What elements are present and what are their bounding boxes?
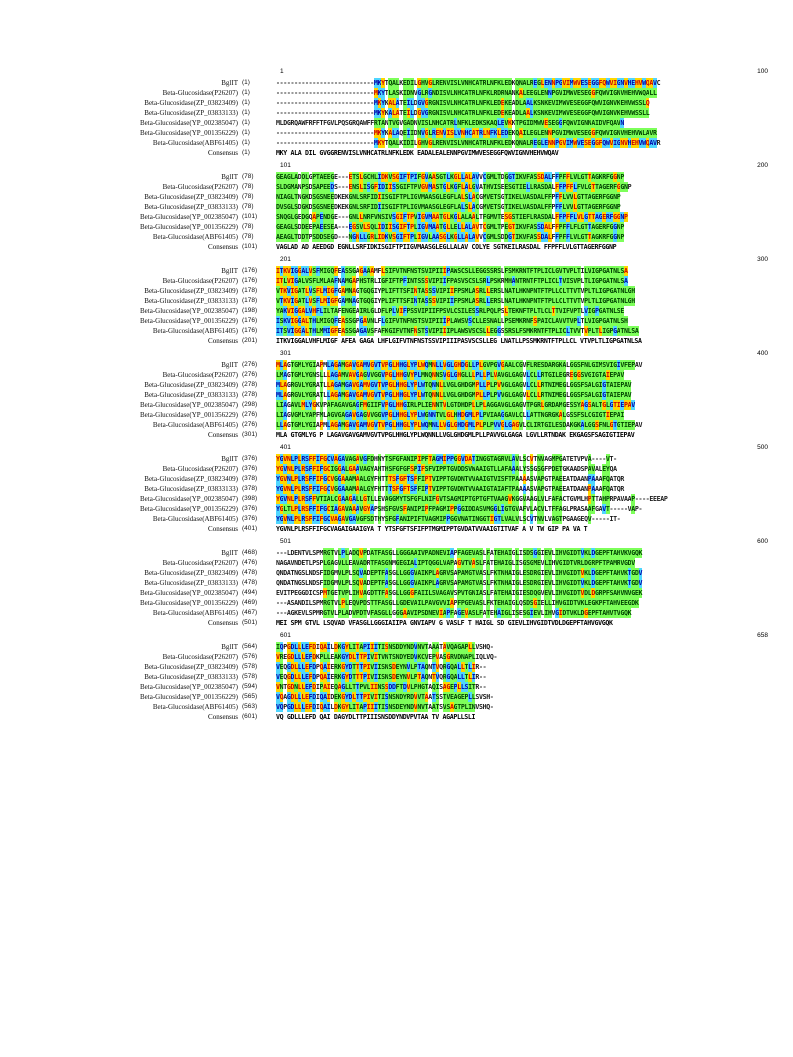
start-position: (78) — [242, 203, 254, 210]
sequence-residues: QNDATNGSLNDSFIDGMVLPLSQVADEPTFASGLLGGGVAIKPLAGRVSAPAMGTVASLFKTNHAIGLESDRGIEVLIHVGIDTVKLDGEPFTAHVKTGDV — [276, 569, 643, 577]
sequence-residues: GEAGLADOLGPTAEEGE---ETSLGCHLIDKVSGIFTPIFGVAASGTLKGLLALAVVCGMLTDGGTIKVFASSDALFFPFFLVLGTTAGKRFGGNP — [276, 173, 624, 181]
sequence-residues: ITLVIGALVSFLMLAAFNAMGAPHSTRLIGFIFTPFINTSSSVIPIIFPASVSCSLSRLPSKRMHANTRNTFTPLICLTVISVPLTLIGPGATNLSA — [276, 277, 628, 285]
sequence-residues: AEAGLTDDTPSDDSEGD---NGNLLGRLIDKVSGIFTPLIGVLAASGLKGLLALAVVCGMLSDDGTIKVFASSDALFFPFFLVLGTTAGKRFGGNP — [276, 233, 624, 241]
sequence-name: BglIT — [221, 361, 238, 369]
consensus-row — [92, 242, 782, 252]
sequence-residues: ---AGKEVLSPMRGTVLPLADVPDTVFASGLLGGGAAVIPSDNEVIAPFAGEVASLFATEHAIGLISESGIEVLIHVGIDTVKLDGEPFTAHVTVGQK — [276, 609, 632, 617]
sequence-name: Beta-Glucosidase(P26207) — [162, 653, 238, 661]
start-position: (376) — [242, 465, 258, 472]
start-position: (378) — [242, 485, 258, 492]
sequence-row — [92, 306, 782, 316]
start-position: (401) — [242, 525, 258, 532]
sequence-residues: YGVNLPLRSFFIFGCIGGALGAAVAGYAHTHSFGFGFSPIFSFVIPPTGVDDSVWAAIGTLLAFAAALYSSGSGFPDETGKAADSPAVALEYQA — [276, 465, 617, 473]
sequence-name: BglIT — [221, 455, 238, 463]
sequence-row — [92, 380, 782, 390]
sequence-residues: ---------------------------MKYTQALKIDILGHVGLRENVISLVNHCATRLNFKLEDKQNALREGLENNPGVIMWVESEGGFQWVIGNVHEHVWQAVR — [276, 139, 661, 147]
ruler-end-position: 300 — [757, 256, 768, 263]
sequence-residues: VTKVIGATLVSFLMIGFGAMNAGTGQGIYPLIFTTSFINTASSSVIPIIFPSMLASRLLERSLNATLHKNPNTFTPLLCLTTVTVPLTLIGPGATNLGH — [276, 297, 635, 305]
sequence-residues: MLAGRGVLYGRATLLAGAMGAVGAMVGVTVPGLHHGLYPLWTQNNLLVGLGHDGMPLLPLPVVGLGAGVLCLLRTNIMEGLGGSFSALGIGTAIEPAV — [276, 391, 632, 399]
sequence-row — [92, 232, 782, 242]
sequence-residues: ITKVIGGALVSFMIGQFEASSGAGAAAMFLSIFVTNFNSTSVIPIIIPAWSCSLLEGGSSRSLFSMKRNTFTPLICLGVTVPLTILVIGPGATNLSA — [276, 267, 628, 275]
sequence-residues: YGVNLPLRSFFIFGCVGGAAAMAALGYFHTTTSFGFTSFFIPTVIPPTGVDNTVVAAIGTVISFTPAAAASVAPGTPAEEATDAANPAAAFQATQR — [276, 475, 624, 483]
sequence-row — [92, 296, 782, 306]
sequence-residues: EVITPEGGDICSPMTGETVPLIHVAGDTTFASGLLGGGFAIILSVAGAVSPVTGNIASLFATEHAIGIESDQGVEVLIHVGIDTVDLDGRPFSAHVNVGEK — [276, 589, 643, 597]
start-position: (594) — [242, 683, 258, 690]
sequence-name: Beta-Glucosidase(YP_002385047) — [140, 589, 238, 597]
alignment-block — [92, 350, 782, 440]
sequence-row — [92, 588, 782, 598]
sequence-residues: DVSGLSDGKDSGSNEEDKEKGNLSRFIDIISGIFTPLIGVMAASGLEGFLALSLACGMVETSGTIKELVASDALFFPFFLVVLGTTAGERFGGNP — [276, 203, 621, 211]
sequence-name: BglIT — [221, 267, 238, 275]
sequence-row — [92, 360, 782, 370]
sequence-name: Beta-Glucosidase(ABF61405) — [152, 421, 238, 429]
start-position: (1) — [242, 119, 250, 126]
start-position: (176) — [242, 327, 258, 334]
start-position: (201) — [242, 337, 258, 344]
sequence-name: Beta-Glucosidase(YP_001356229) — [140, 599, 238, 607]
sequence-residues: SNQGLGEDGQAPENDGE---GNLLNRFVNSIVSGIFTPVIGVMAATGLKGLALAALTFGMVTESGSTIEFLRASDALFFPFFLVLGTTAGERFGGNP — [276, 213, 628, 221]
sequence-row — [92, 464, 782, 474]
sequence-name: Beta-Glucosidase(ZP_03823409) — [144, 569, 238, 577]
start-position: (278) — [242, 391, 258, 398]
start-position: (578) — [242, 673, 258, 680]
sequence-row — [92, 118, 782, 128]
ruler-end-position: 200 — [757, 162, 768, 169]
sequence-name: Beta-Glucosidase(ZP_03833133) — [144, 203, 238, 211]
sequence-row — [92, 370, 782, 380]
sequence-row — [92, 558, 782, 568]
sequence-residues: LIAGVGMLYAPFMLAGVGAGAVGAGVVGGVPGLHHGLYPLWGNNTVLGLHHDGMLPLPVIAAGGAVLCLLATTNGRGKALGSSFSLCGIGTIEPAI — [276, 411, 624, 419]
start-position: (178) — [242, 287, 258, 294]
alignment-block — [92, 256, 782, 346]
sequence-residues: MKY ALA DIL GVGGRENVISLVNHCATRLNFKLEDK EADALEALENNPGVIMWVESEGGFQWVIGNVHEHVWQAV — [276, 149, 559, 157]
sequence-row — [92, 212, 782, 222]
sequence-row — [92, 504, 782, 514]
alignment-block — [92, 538, 782, 628]
sequence-name: Beta-Glucosidase(ZP_03833133) — [144, 109, 238, 117]
sequence-residues: MLDGRQAWFRFFTFGVLPQSGRQAWFFRTANTVGVGADNVISLNHCATRLNFKLEDKSKAQLEVKKTPGIDMWVESEGGFQWVIGNNAIDVFQAVN — [276, 119, 624, 127]
start-position: (276) — [242, 421, 258, 428]
sequence-residues: YGVNLPLRSFFIFGCVAGAVGAVGFSDTHYSFGFANIPIFTVAGMIPPGGVNATINGGTIGTLVALVLSCVTNVLVAGTPGAAGEQV-----IT- — [276, 515, 621, 523]
start-position: (1) — [242, 149, 250, 156]
sequence-row — [92, 78, 782, 88]
sequence-name: Beta-Glucosidase(ZP_03823409) — [144, 99, 238, 107]
sequence-row — [92, 182, 782, 192]
start-position: (301) — [242, 431, 258, 438]
sequence-row — [92, 598, 782, 608]
start-position: (564) — [242, 643, 258, 650]
ruler-end-position: 400 — [757, 350, 768, 357]
sequence-residues: YGVNLPLRSFFIFGCVAGAIGAAIGYA T YTSFGFTSFIFPTMGMIPPTGVDATVVAAIGTITVAF A V TW GIP PA VA T — [276, 525, 588, 533]
sequence-name: Beta-Glucosidase(YP_001356229) — [140, 129, 238, 137]
sequence-residues: YGVNLPLRSFFIFGCVGGAAAMAALGYFHTTTSFGFTSFFIPTVIPPTGVDNTVVAAIGTAIAFTPAAAASVAPGTPAEEATDAANPAAAFQATQR — [276, 485, 624, 493]
sequence-row — [92, 202, 782, 212]
ruler-start-position: 201 — [280, 256, 291, 263]
sequence-row — [92, 316, 782, 326]
sequence-name: Beta-Glucosidase(P26207) — [162, 89, 238, 97]
sequence-name: Beta-Glucosidase(ZP_03823409) — [144, 475, 238, 483]
sequence-row — [92, 474, 782, 484]
start-position: (276) — [242, 371, 258, 378]
sequence-row — [92, 420, 782, 430]
sequence-row — [92, 128, 782, 138]
sequence-residues: ---ASANDILSPMRGTVLPLEQVPDSTTFASGLLGDEVAILPAVGVVIAPFPGEVASLFKTEHAIGLQSDSGIELLIHVGIDTVKLEGKPFTAHVEEGDK — [276, 599, 639, 607]
sequence-name: Beta-Glucosidase(YP_002385047) — [140, 213, 238, 221]
sequence-row — [92, 494, 782, 504]
sequence-name: Beta-Glucosidase(ZP_03823409) — [144, 663, 238, 671]
sequence-row — [92, 138, 782, 148]
sequence-row — [92, 454, 782, 464]
sequence-row — [92, 514, 782, 524]
sequence-residues: IQPGDLLLEFDIQAILDKGYLITAPIIITISNSDDYNDVNVTAAATAVQAGAPLLVSHQ- — [276, 643, 494, 651]
sequence-name: Beta-Glucosidase(ABF61405) — [152, 327, 238, 335]
start-position: (376) — [242, 515, 258, 522]
start-position: (298) — [242, 401, 258, 408]
start-position: (476) — [242, 559, 258, 566]
sequence-residues: ISKVIGGALTHLMIGQFEASSGPGAVNLFLGIFVTNFNSTSVIPIIIPLAWSVSCLLESNALLPSEMKRNFSPAICLAVVTVPLTLVIGPGATNLSH — [276, 317, 628, 325]
start-position: (178) — [242, 297, 258, 304]
alignment-block — [92, 444, 782, 534]
sequence-name: Beta-Glucosidase(YP_001356229) — [140, 693, 238, 701]
sequence-row — [92, 692, 782, 702]
sequence-row — [92, 642, 782, 652]
sequence-row — [92, 568, 782, 578]
sequence-residues: ---LDENTVLSPMRGTVLPLADQVPDATFASGLLGGGAAIVPADNEVIAPFAGEVASLFATEHAIGLISDSGGIEVLIHVGIDTVKLDGEPFTAHVKVGQK — [276, 549, 643, 557]
sequence-residues: QNDATNGSLNDSFIDGMVLPLSQVADEPTFASGLLGGGVAIKPLAGRVSAPAMGTVASLFKTNHAIGLESDRGIEVLIHVGIDTVKLDGEPFTAHVKTGDV — [276, 579, 643, 587]
ruler-start-position: 401 — [280, 444, 291, 451]
sequence-name: Beta-Glucosidase(ABF61405) — [152, 703, 238, 711]
sequence-row — [92, 286, 782, 296]
sequence-name: BglIT — [221, 173, 238, 181]
start-position: (278) — [242, 381, 258, 388]
ruler-start-position: 101 — [280, 162, 291, 169]
sequence-name: Beta-Glucosidase(P26207) — [162, 183, 238, 191]
start-position: (198) — [242, 307, 258, 314]
sequence-residues: LMAGTGMLYGNSLLLAGAMVAVGAGVVGGVPGLHHGVYPLMNQNNSVGLGHGLLLPLLPLVAVGLGAGVLCLLRTGILEGREGGSVGIGTAIEPAV — [276, 371, 624, 379]
sequence-residues: ---------------------------MKYTLASKIDNVGLRGNDISVLNHCATRLNFKLRDRNANKALEEGLENNPGVIMWVESEGGFQWVIGNVHEHVWQALL — [276, 89, 657, 97]
sequence-name: Consensus — [208, 713, 238, 721]
sequence-name: Beta-Glucosidase(ABF61405) — [152, 139, 238, 147]
position-ruler — [280, 68, 768, 78]
sequence-name: Beta-Glucosidase(YP_001356229) — [140, 505, 238, 513]
sequence-residues: VREGDLLLEFDKPLLEAKGYDLTTPIVITVNTSNDYEDVKCVEPVASGRVDNAPLIQLVQ- — [276, 653, 498, 661]
sequence-name: Consensus — [208, 431, 238, 439]
start-position: (78) — [242, 193, 254, 200]
sequence-alignment — [92, 68, 782, 726]
start-position: (563) — [242, 703, 258, 710]
start-position: (576) — [242, 653, 258, 660]
start-position: (78) — [242, 233, 254, 240]
sequence-name: Beta-Glucosidase(ZP_03833133) — [144, 391, 238, 399]
sequence-name: Beta-Glucosidase(ZP_03823409) — [144, 287, 238, 295]
start-position: (1) — [242, 79, 250, 86]
sequence-residues: MLA GTGMLYG P LAGAVGAVGAMVGVTVPGLHHGLYPLWQNNLLVGLGHDGMLPLLPAVVGLGAGA LGVLLRTNDAK EKGAGSFSAGIGTIEPAV — [276, 431, 635, 439]
ruler-end-position: 600 — [757, 538, 768, 545]
sequence-row — [92, 662, 782, 672]
start-position: (1) — [242, 89, 250, 96]
position-ruler — [280, 632, 768, 642]
alignment-block — [92, 68, 782, 158]
sequence-row — [92, 192, 782, 202]
ruler-start-position: 501 — [280, 538, 291, 545]
sequence-residues: VAGLAD AD AEEDGD EGNLLSRFIDKISGIFTPIIGVMAASGLEGLLALAV COLYE SGTKEILRASDAL FFPFFLVLGTTAGERFGGNP — [276, 243, 617, 251]
sequence-name: Beta-Glucosidase(ZP_03823409) — [144, 193, 238, 201]
sequence-residues: ---------------------------MKYKALATEILDGVGRGNISVLNHCATRLNFKLEDEKEADLAALKSNKEVIMWVESEGGFQWVIGNVKEHVWSSLQ — [276, 99, 650, 107]
sequence-residues: MLAGRGVLYGRATLLAGAMGAVGAMVGVTVPGLHHGLYPLWTQNNLLVGLGHDGMPLLPLPVVGLGAGVLCLLRTNIMEGLGGSFSALGIGTAIEPAV — [276, 381, 632, 389]
sequence-name: Beta-Glucosidase(YP_001356229) — [140, 223, 238, 231]
alignment-block — [92, 162, 782, 252]
start-position: (478) — [242, 569, 258, 576]
start-position: (1) — [242, 109, 250, 116]
start-position: (478) — [242, 579, 258, 586]
sequence-row — [92, 608, 782, 618]
sequence-row — [92, 326, 782, 336]
consensus-row — [92, 148, 782, 158]
sequence-row — [92, 702, 782, 712]
consensus-row — [92, 524, 782, 534]
sequence-name: Beta-Glucosidase(YP_002385047) — [140, 495, 238, 503]
sequence-row — [92, 98, 782, 108]
sequence-name: Beta-Glucosidase(YP_001356229) — [140, 411, 238, 419]
sequence-row — [92, 276, 782, 286]
start-position: (494) — [242, 589, 258, 596]
sequence-row — [92, 222, 782, 232]
consensus-row — [92, 712, 782, 722]
sequence-name: Beta-Glucosidase(ABF61405) — [152, 609, 238, 617]
ruler-start-position: 601 — [280, 632, 291, 639]
start-position: (176) — [242, 277, 258, 284]
sequence-name: Beta-Glucosidase(YP_002385047) — [140, 401, 238, 409]
ruler-start-position: 301 — [280, 350, 291, 357]
sequence-residues: YGLTLPLRSFFIFGCIAGAVAAAVGYAPSHSFGVSFANIPIPFPAGMIPPGGIDDASVMGGLIGTGVAFVLACVLTFFAGLPRASAAFGAVT-----VAP- — [276, 505, 643, 513]
sequence-name: Beta-Glucosidase(YP_001356229) — [140, 317, 238, 325]
start-position: (176) — [242, 267, 258, 274]
sequence-residues: VTKVIGATLVSFLMIGFGAMNAGTGQGIYPLIFTTSFINTASSSVIPIIFPSMLASRLLERSLNATLHKNPNTFTPLLCLTTVTVPLTLIGPGATNLGH — [276, 287, 635, 295]
sequence-name: Beta-Glucosidase(ZP_03833133) — [144, 485, 238, 493]
sequence-residues: YGVNLPLRSFFVTIALCGAAGALLGTLLEVAGGMYTSFGFLNIFGVTSAGMIPTGPTGFTVAAGVKGGVAAGLVLFAFACTGVMLHPTTAHPRPAVAAP----EEEAP — [276, 495, 668, 503]
sequence-residues: MLAGTGMLYGIAPMLAGAMGAVGAMVGVTVPGLHHGLYPLWQMNLLVGLGHDGLLPLGVPGVGAALCGVFLRESDARGKALGGSFNLGIMSVIGIVFEPAV — [276, 361, 643, 369]
sequence-residues: NIAGLTNGKDSGSNEEDKEKGNLSRFIDIISGIFTPLIGVMAASGLEGFLALSLACGMVETSGTIKELVASDALFFPFFLVVLGTTAGERFGGNP — [276, 193, 621, 201]
sequence-row — [92, 88, 782, 98]
start-position: (101) — [242, 213, 258, 220]
sequence-name: Beta-Glucosidase(YP_002385047) — [140, 119, 238, 127]
start-position: (565) — [242, 693, 258, 700]
start-position: (398) — [242, 495, 258, 502]
start-position: (601) — [242, 713, 258, 720]
start-position: (469) — [242, 599, 258, 606]
start-position: (176) — [242, 317, 258, 324]
sequence-row — [92, 652, 782, 662]
sequence-name: Beta-Glucosidase(YP_002385047) — [140, 683, 238, 691]
ruler-end-position: 100 — [757, 68, 768, 75]
consensus-row — [92, 618, 782, 628]
sequence-name: Beta-Glucosidase(ZP_03833133) — [144, 579, 238, 587]
sequence-name: Beta-Glucosidase(P26207) — [162, 371, 238, 379]
sequence-residues: YGVNLPLRSFFIFGCVAGAVAGAVGFDHNYTSFGFANIPIPFTAGMIPPGGVDATINGGTAGRVLAVLSCVTNVAGMPGATETVPVA----VT- — [276, 455, 617, 463]
start-position: (376) — [242, 505, 258, 512]
sequence-residues: VEQGDLLLEFDPQAIERKGYDTTTPIVIISNSDEYNVLPTAQNTVQRGQALLTLIR-- — [276, 673, 487, 681]
sequence-name: Consensus — [208, 243, 238, 251]
alignment-block — [92, 632, 782, 722]
sequence-name: BglIT — [221, 549, 238, 557]
sequence-residues: VNTGDNLLEFDIPAIEQAGLLTTPVLIINSSDDFTDVLPHGTAQISAGEPLLSITR-- — [276, 683, 487, 691]
consensus-row — [92, 336, 782, 346]
sequence-residues: VEQGDLLLEFDPQAIERKGYDTTTPIVIISNSDEYNVLPTAQNTVQRGQALLTLIR-- — [276, 663, 487, 671]
start-position: (501) — [242, 619, 258, 626]
sequence-residues: NAGAVNDETLPSPLGAGVLLEAVADRTFASGNMGEGIALIPTQGGLVAPAGVTVASLFATEHAIGLISGSGMEVLIHVGIDTVRLDGRPFTPAMRVGDV — [276, 559, 635, 567]
start-position: (376) — [242, 455, 258, 462]
start-position: (78) — [242, 223, 254, 230]
sequence-row — [92, 390, 782, 400]
sequence-name: Consensus — [208, 149, 238, 157]
sequence-residues: LLAGTGMLYGIAPMLAGAMGAVGAMVGVTVPGLHHGLYPLWQMNLLVGLGHDGMLPLPLPVVGLGAGVLCLIRTGILESDAKGKALGGSFNLGTGTIEPAV — [276, 421, 643, 429]
start-position: (101) — [242, 243, 258, 250]
sequence-row — [92, 266, 782, 276]
sequence-name: Beta-Glucosidase(P26207) — [162, 465, 238, 473]
sequence-name: BglIT — [221, 79, 238, 87]
sequence-residues: ITSVIGGALTHLMMIGFEASSGAGAVSFAFKGIFVTNFNSTSVIPIIIPLAWSVSCSLLEGGSSRSLFSMKRNTFTPLICLTVVTVPLTLIGPGATNLSA — [276, 327, 639, 335]
sequence-row — [92, 578, 782, 588]
sequence-residues: VQPGDLLLEFDIQAILDKGYLITAPIIITISNSDEYNDVNVTAATSVSAGTPLINVSHQ- — [276, 703, 494, 711]
sequence-name: Consensus — [208, 619, 238, 627]
sequence-name: Beta-Glucosidase(ZP_03833133) — [144, 673, 238, 681]
sequence-residues: YAKVIGGALVHFLILTAFENGEAIRLGLDFLPLVIFPSSVIPIIFPSVLCSILESSRLPQLPSLTEKNFTPLTLCLTTVIFVPTLVIGPGATNLSE — [276, 307, 624, 315]
sequence-residues: ---------------------------MKYTQALKEDILGHVGLRENVISLVNHCATRLNFKLEDKQNALREGLENNPGVIMWVESEGGFQWVIGNVHEHVWQAVC — [276, 79, 661, 87]
start-position: (468) — [242, 549, 258, 556]
position-ruler — [280, 162, 768, 172]
sequence-row — [92, 682, 782, 692]
sequence-residues: ---------------------------MKYKALATEILDGVGRGNISVLNHCATRLNFKLEDEKEADLAALKSNKEVIMWVESEGGFQWVIGNVKEHVWSSLL — [276, 109, 650, 117]
start-position: (78) — [242, 183, 254, 190]
position-ruler — [280, 538, 768, 548]
sequence-residues: GEAGLSDDEEPAEESEA---EGSVLSQLIDIISGIFTPLIGVMAATGLLELLALAVTCGMLTPEGTIKVFASSDALFFPFFLFLGTTAGERFGGNP — [276, 223, 624, 231]
start-position: (1) — [242, 99, 250, 106]
sequence-residues: ---------------------------MKYKALAQEIIDNVGLRENVISLVNHCATRLNFKLEDEKQAILEGLENNPGVIMWVESEGGFQWVIGNVHEHVWLAVR — [276, 129, 657, 137]
sequence-residues: VQAGDLLLEFDIQAIDEKGYDLTTPIVITISNSNDYRDVVTAATSSTVEAGEPLLSVSH- — [276, 693, 494, 701]
ruler-end-position: 500 — [757, 444, 768, 451]
start-position: (1) — [242, 139, 250, 146]
sequence-name: BglIT — [221, 643, 238, 651]
sequence-name: Beta-Glucosidase(ZP_03833133) — [144, 297, 238, 305]
sequence-name: Beta-Glucosidase(P26207) — [162, 559, 238, 567]
sequence-name: Beta-Glucosidase(P26207) — [162, 277, 238, 285]
start-position: (467) — [242, 609, 258, 616]
sequence-row — [92, 484, 782, 494]
sequence-residues: LIAGAVLMLYGKVPAFAGAVGAGFMGIIFVPGLHHGIRLPLIENNTVLGTDHDPLLPLAGGAVGLGAGVTPGRLGRDAMGESSYAGSALTGLGTIEPAV — [276, 401, 635, 409]
start-position: (1) — [242, 129, 250, 136]
sequence-name: Beta-Glucosidase(ZP_03823409) — [144, 381, 238, 389]
sequence-name: Consensus — [208, 525, 238, 533]
sequence-row — [92, 548, 782, 558]
start-position: (578) — [242, 663, 258, 670]
sequence-row — [92, 672, 782, 682]
sequence-row — [92, 108, 782, 118]
sequence-row — [92, 172, 782, 182]
sequence-name: Beta-Glucosidase(YP_002385047) — [140, 307, 238, 315]
start-position: (78) — [242, 173, 254, 180]
sequence-residues: SLDGMANPSDSAPEEDS---ENSLISGFIDIISSGIFTPVGVMASTGLKGFLALGVATHVISEESGTIELLRASDALFFPFFLFVLGTTAGERFGGNP — [276, 183, 632, 191]
ruler-end-position: 658 — [757, 632, 768, 639]
sequence-row — [92, 410, 782, 420]
position-ruler — [280, 444, 768, 454]
sequence-name: Beta-Glucosidase(ABF61405) — [152, 515, 238, 523]
position-ruler — [280, 350, 768, 360]
start-position: (378) — [242, 475, 258, 482]
position-ruler — [280, 256, 768, 266]
sequence-name: Beta-Glucosidase(ABF61405) — [152, 233, 238, 241]
start-position: (276) — [242, 411, 258, 418]
ruler-start-position: 1 — [280, 68, 284, 75]
sequence-residues: ITKVIGGALVHFLMIGF AFEA GAGA LHFLGIFVTNFNSTSSVIPIIIPASVSCSLLEG LNATLLPSSMKRNTFTPLLCL VTVPLTLIGPGATNLSA — [276, 337, 642, 345]
consensus-row — [92, 430, 782, 440]
sequence-residues: MEI SPM GTVL LSQVAD VFASGLLGGGIAIIPA GNVIAPV G VASLF T HAIGL SD GIEVLIHVGIDTVDLDGEPFTAHVGVGQK — [276, 619, 613, 627]
start-position: (276) — [242, 361, 258, 368]
sequence-name: Consensus — [208, 337, 238, 345]
sequence-row — [92, 400, 782, 410]
sequence-residues: VQ GDLLLEFD QAI DAGYDLTTPIIISNSDDYNDVPVTAA TV AGAPLLSLI — [276, 713, 476, 721]
